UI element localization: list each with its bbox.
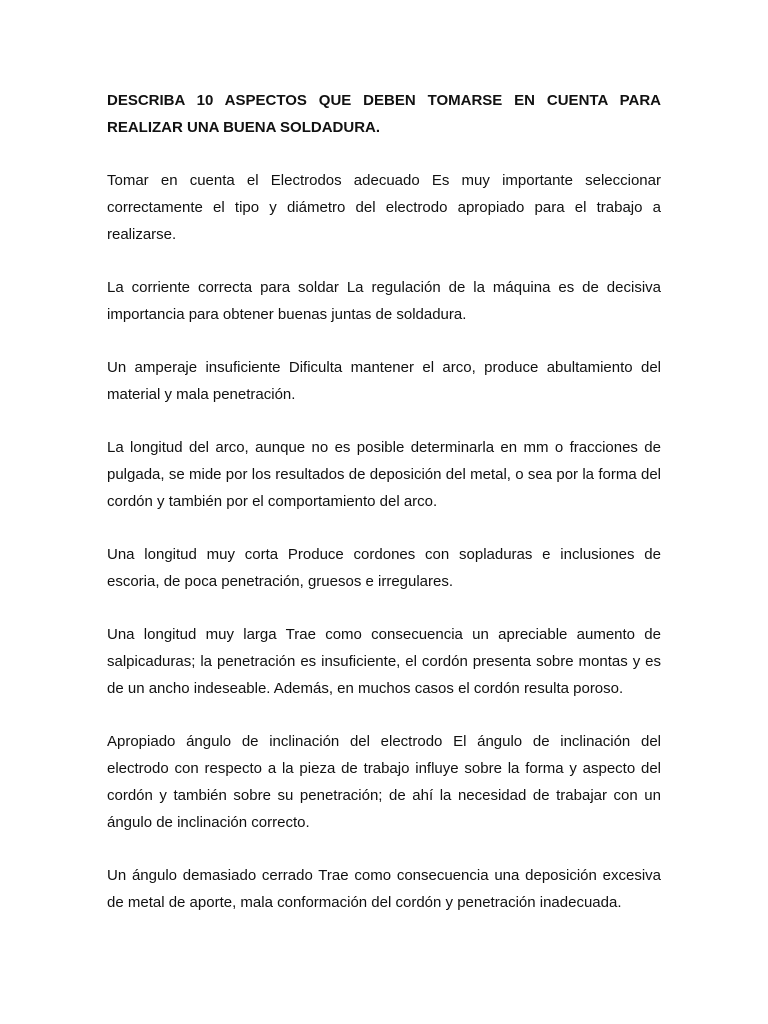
paragraph-longitud-larga: Una longitud muy larga Trae como consecuencia un apreciable aumento de salpicaduras; la penetración es insuficiente, el cordón presenta sobre montas y es de un ancho indeseable. Además, en muchos casos el cordón resulta poroso. <box>107 626 661 697</box>
document-page <box>107 87 661 942</box>
document-heading: DESCRIBA 10 ASPECTOS QUE DEBEN TOMARSE EN CUENTA PARA REALIZAR UNA BUENA SOLDADURA. <box>107 92 661 136</box>
paragraph-longitud-corta: Una longitud muy corta Produce cordones con sopladuras e inclusiones de escoria, de poca penetración, gruesos e irregulares. <box>107 546 661 590</box>
paragraph-angulo-inclinacion: Apropiado ángulo de inclinación del electrodo El ángulo de inclinación del electrodo con respecto a la pieza de trabajo influye sobre la forma y aspecto del cordón y también sobre su penetración; de ahí la necesidad de trabajar con un ángulo de inclinación correcto. <box>107 733 661 831</box>
paragraph-electrodo: Tomar en cuenta el Electrodos adecuado Es muy importante seleccionar correctamente el tipo y diámetro del electrodo apropiado para el trabajo a realizarse. <box>107 172 661 243</box>
paragraph-corriente: La corriente correcta para soldar La regulación de la máquina es de decisiva importancia para obtener buenas juntas de soldadura. <box>107 279 661 323</box>
paragraph-amperaje: Un amperaje insuficiente Dificulta mantener el arco, produce abultamiento del material y mala penetración. <box>107 359 661 403</box>
paragraph-longitud-arco: La longitud del arco, aunque no es posible determinarla en mm o fracciones de pulgada, se mide por los resultados de deposición del metal, o sea por la forma del cordón y también por el comportamiento del arco. <box>107 439 661 510</box>
paragraph-angulo-cerrado: Un ángulo demasiado cerrado Trae como consecuencia una deposición excesiva de metal de aporte, mala conformación del cordón y penetración inadecuada. <box>107 867 661 911</box>
